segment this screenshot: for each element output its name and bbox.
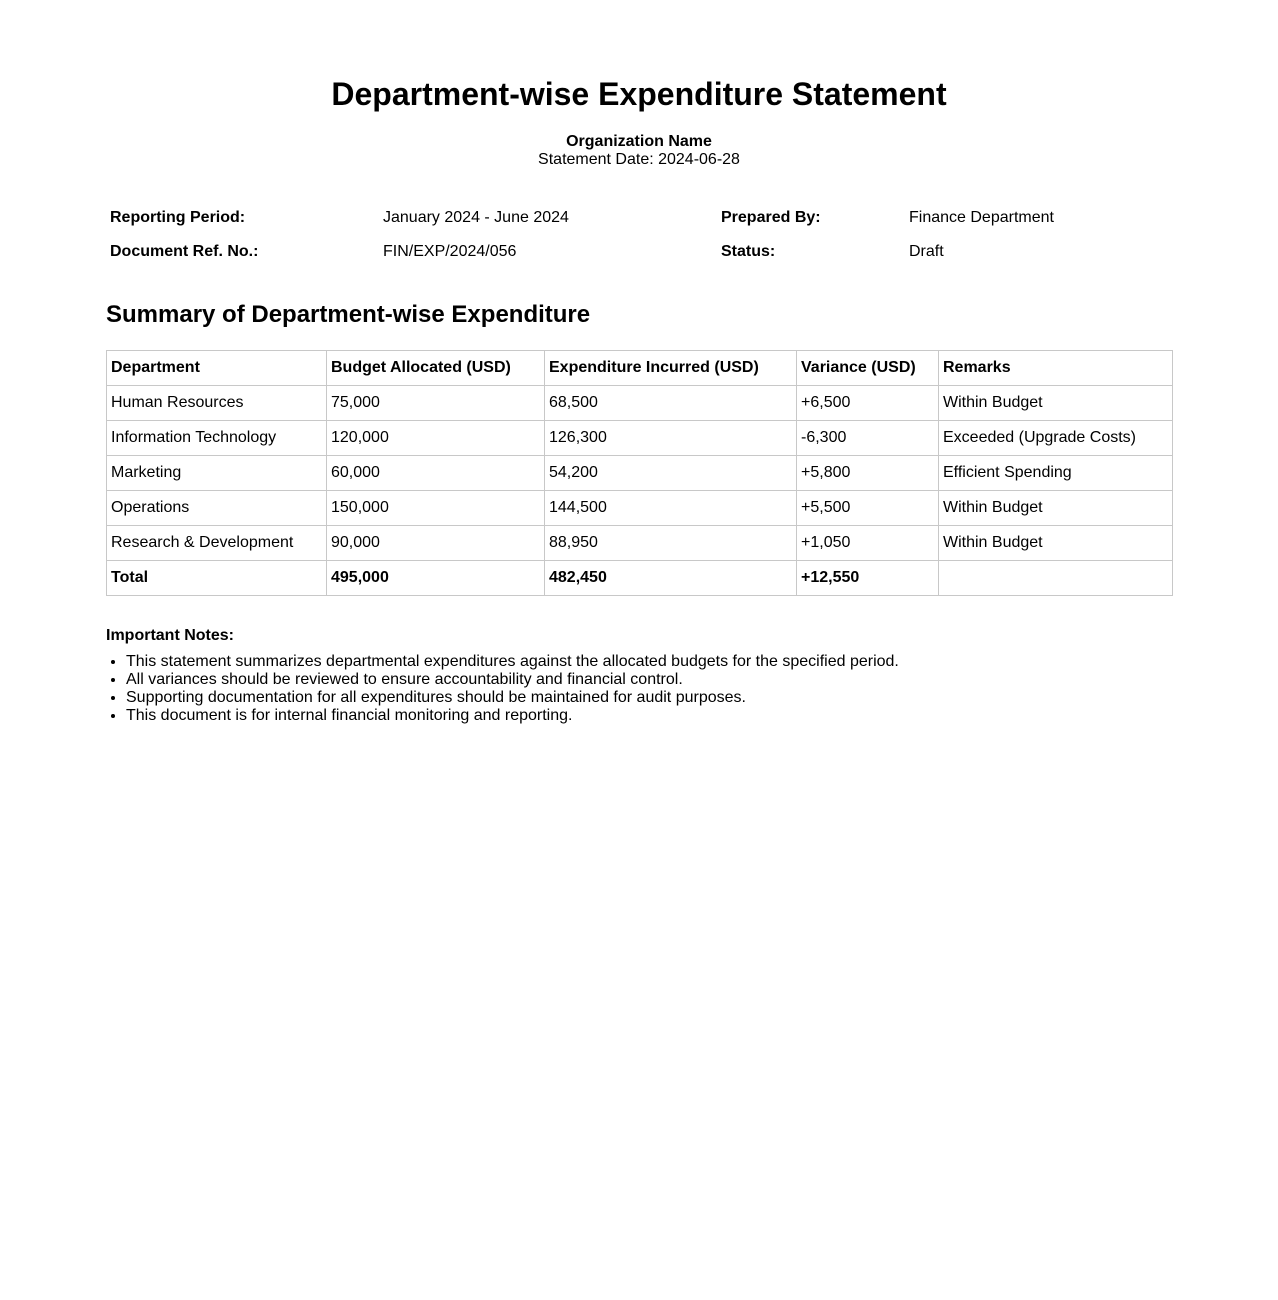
statement-date: Statement Date: 2024-06-28: [538, 151, 740, 168]
cell-budget: 90,000: [327, 526, 545, 561]
cell-variance: +5,500: [797, 491, 939, 526]
notes-title: Important Notes:: [106, 627, 234, 644]
column-header-budget: Budget Allocated (USD): [327, 351, 545, 386]
cell-expenditure: 88,950: [545, 526, 797, 561]
note-item: • All variances should be reviewed to ensure accountability and financial control.: [126, 671, 1172, 689]
cell-budget: 150,000: [327, 491, 545, 526]
doc-ref-label: Document Ref. No.:: [110, 243, 259, 260]
cell-variance: -6,300: [797, 421, 939, 456]
organization-block: [0, 133, 1278, 169]
column-header-remarks: Remarks: [939, 351, 1173, 386]
cell-remarks: Within Budget: [939, 386, 1173, 421]
meta-row: [106, 235, 1172, 269]
document-meta-table: [106, 201, 1172, 269]
reporting-period-value: January 2024 - June 2024: [383, 209, 569, 226]
cell-expenditure: 68,500: [545, 386, 797, 421]
reporting-period-label: Reporting Period:: [110, 209, 246, 226]
cell-variance: +5,800: [797, 456, 939, 491]
total-budget: 495,000: [327, 561, 545, 596]
summary-section-title: Summary of Department-wise Expenditure: [106, 301, 591, 328]
important-notes: [106, 627, 1172, 725]
table-row: [107, 386, 1173, 421]
table-row: [107, 456, 1173, 491]
status-value: Draft: [909, 243, 944, 260]
cell-remarks: Within Budget: [939, 526, 1173, 561]
column-header-variance: Variance (USD): [797, 351, 939, 386]
total-expenditure: 482,450: [545, 561, 797, 596]
cell-budget: 75,000: [327, 386, 545, 421]
total-label: Total: [107, 561, 327, 596]
organization-name: Organization Name: [566, 133, 712, 150]
table-row: [107, 421, 1173, 456]
cell-remarks: Within Budget: [939, 491, 1173, 526]
note-item: • This statement summarizes departmental expenditures against the allocated budgets for the specified period.: [126, 653, 1172, 671]
total-row: [107, 561, 1173, 596]
notes-list: [106, 653, 1172, 725]
cell-remarks: Efficient Spending: [939, 456, 1173, 491]
meta-row: [106, 201, 1172, 235]
cell-expenditure: 144,500: [545, 491, 797, 526]
cell-expenditure: 126,300: [545, 421, 797, 456]
cell-budget: 120,000: [327, 421, 545, 456]
total-remarks: [939, 561, 1173, 596]
note-item: • This document is for internal financial monitoring and reporting.: [126, 707, 1172, 725]
cell-expenditure: 54,200: [545, 456, 797, 491]
table-header-row: [107, 351, 1173, 386]
table-row: [107, 526, 1173, 561]
total-variance: +12,550: [797, 561, 939, 596]
table-row: [107, 491, 1173, 526]
column-header-expenditure: Expenditure Incurred (USD): [545, 351, 797, 386]
cell-budget: 60,000: [327, 456, 545, 491]
cell-variance: +1,050: [797, 526, 939, 561]
note-item: • Supporting documentation for all expenditures should be maintained for audit purposes.: [126, 689, 1172, 707]
doc-ref-value: FIN/EXP/2024/056: [383, 243, 517, 260]
status-label: Status:: [721, 243, 776, 260]
column-header-department: Department: [107, 351, 327, 386]
cell-department: Information Technology: [107, 421, 327, 456]
cell-remarks: Exceeded (Upgrade Costs): [939, 421, 1173, 456]
cell-department: Operations: [107, 491, 327, 526]
cell-variance: +6,500: [797, 386, 939, 421]
cell-department: Marketing: [107, 456, 327, 491]
cell-department: Research & Development: [107, 526, 327, 561]
prepared-by-label: Prepared By:: [721, 209, 821, 226]
prepared-by-value: Finance Department: [909, 209, 1054, 226]
expenditure-table: [106, 350, 1173, 596]
cell-department: Human Resources: [107, 386, 327, 421]
document-title: Department-wise Expenditure Statement: [331, 76, 947, 112]
